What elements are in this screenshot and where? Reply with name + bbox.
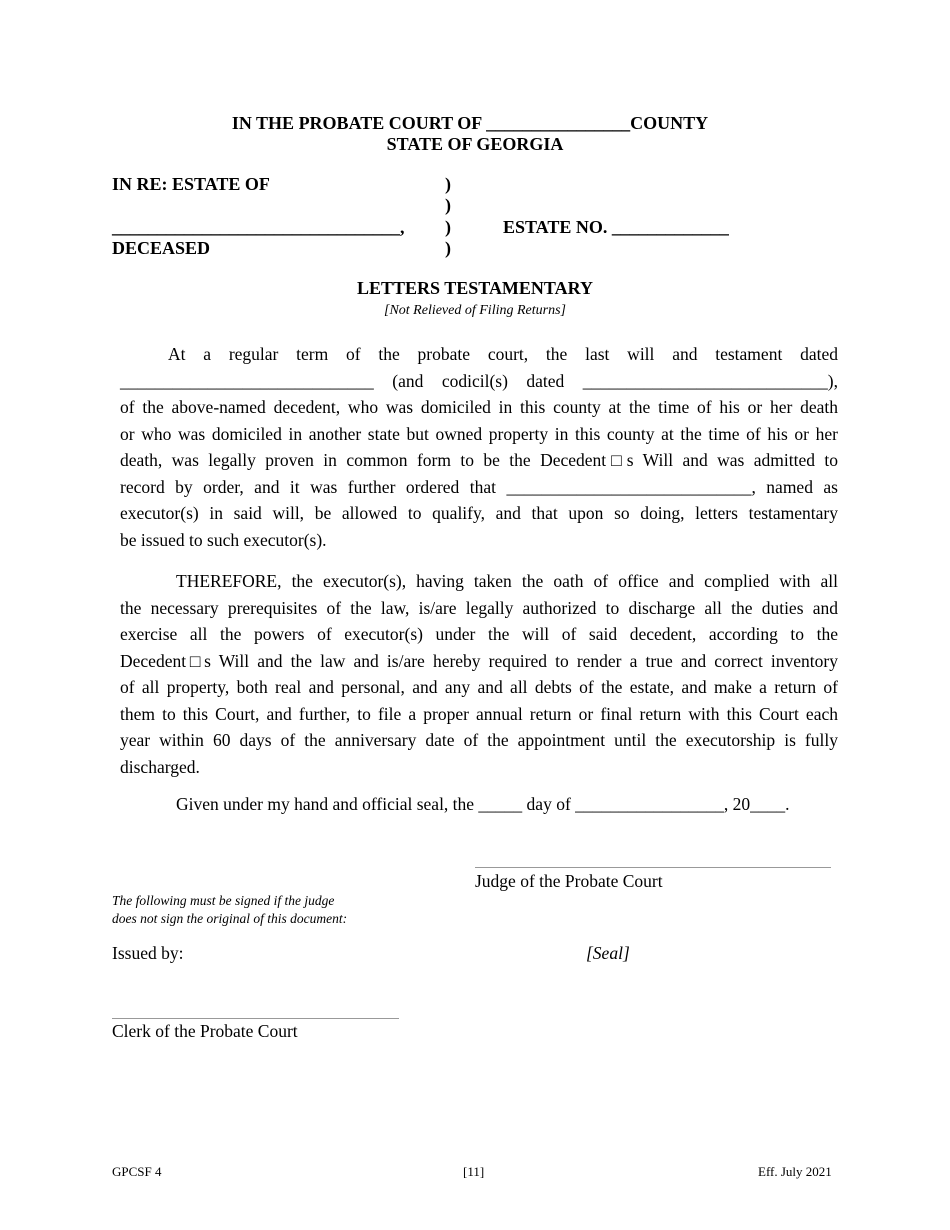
judge-signature-line	[475, 867, 831, 868]
paragraph-line: executor(s) in said will, be allowed to qualify, and that upon so doing, letters testamentary	[120, 503, 838, 523]
paragraph-will-proven	[120, 341, 838, 553]
paragraph-line: THEREFORE, the executor(s), having taken the oath of office and complied with all	[176, 571, 838, 591]
caption-paren: )	[445, 238, 451, 258]
given-under-hand-line: Given under my hand and official seal, the _____ day of _________________, 20____.	[176, 794, 790, 814]
paragraph-line: them to this Court, and further, to file a proper annual return or final return with this Court each	[120, 703, 838, 724]
paragraph-line: year within 60 days of the anniversary date of the appointment until the executorship is fully	[120, 730, 838, 750]
issued-by-label: Issued by:	[112, 943, 184, 963]
deceased-label: DECEASED	[112, 238, 211, 258]
signature-note-line1: The following must be signed if the judge	[112, 893, 335, 908]
paragraph-line: At a regular term of the probate court, the last will and testament dated	[168, 344, 838, 364]
page-number: [11]	[463, 1164, 485, 1179]
court-heading: IN THE PROBATE COURT OF ________________COUNTY	[231, 113, 709, 133]
paragraph-line: of the above-named decedent, who was domiciled in this county at the time of his or her death	[120, 397, 838, 417]
paragraph-line: of all property, both real and personal, and any and all debts of the estate, and make a return of	[120, 677, 838, 697]
paragraph-therefore	[120, 568, 838, 780]
clerk-label: Clerk of the Probate Court	[112, 1021, 298, 1041]
paragraph-line: be issued to such executor(s).	[120, 529, 327, 550]
seal-placeholder: [Seal]	[586, 943, 630, 963]
in-re-label: IN RE: ESTATE OF	[112, 174, 270, 194]
paragraph-line: or who was domiciled in another state but owned property in this county at the time of his or her	[120, 423, 838, 444]
effective-date: Eff. July 2021	[758, 1164, 832, 1179]
paragraph-line: death, was legally proven in common form to be the Decedent□s Will and was admitted to	[120, 450, 838, 470]
paragraph-line: record by order, and it was further ordered that ____________________________, named as	[120, 476, 838, 497]
paragraph-line: discharged.	[120, 756, 200, 777]
judge-label: Judge of the Probate Court	[475, 871, 663, 891]
caption-paren: )	[445, 174, 451, 194]
caption-paren: )	[445, 195, 451, 215]
paragraph-line: _____________________________ (and codicil(s) dated ____________________________),	[120, 370, 838, 391]
paragraph-line: Decedent□s Will and the law and is/are hereby required to render a true and correct inventory	[120, 650, 838, 671]
decedent-name-blank: ________________________________,	[112, 217, 405, 237]
estate-number-field: ESTATE NO. _____________	[503, 217, 729, 237]
paragraph-line: exercise all the powers of executor(s) under the will of said decedent, according to the	[120, 624, 838, 644]
document-title: LETTERS TESTAMENTARY	[357, 278, 593, 298]
document-subtitle: [Not Relieved of Filing Returns]	[384, 303, 566, 318]
clerk-signature-line	[112, 1018, 399, 1019]
paragraph-line: the necessary prerequisites of the law, is/are legally authorized to discharge all the duties and	[120, 597, 838, 618]
signature-note-line2: does not sign the original of this document:	[112, 911, 348, 926]
caption-paren: )	[445, 217, 451, 237]
form-id: GPCSF 4	[112, 1164, 162, 1179]
state-heading: STATE OF GEORGIA	[386, 134, 564, 154]
